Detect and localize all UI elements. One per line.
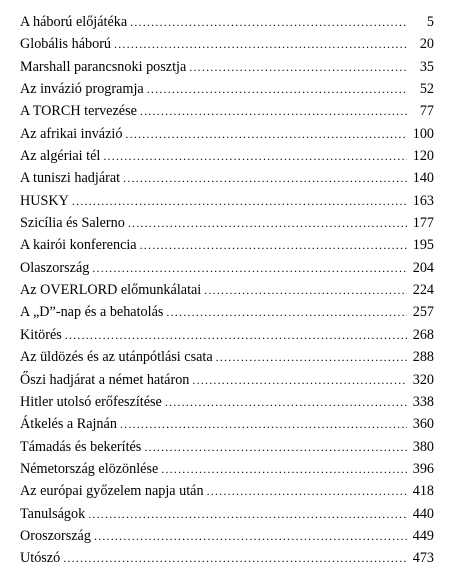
- toc-entry-page: 440: [412, 505, 434, 522]
- dot-leader: [72, 190, 407, 212]
- toc-entry-page: 35: [419, 58, 434, 75]
- toc-entry-page: 224: [412, 282, 434, 299]
- dot-leader: [165, 391, 407, 413]
- dot-leader: [216, 346, 407, 368]
- toc-entry-title: Hitler utolsó erőfeszítése: [20, 393, 162, 410]
- toc-entry-page: 100: [412, 125, 434, 142]
- toc-entry: [20, 234, 434, 256]
- toc-entry-page: 163: [412, 192, 434, 209]
- toc-entry-title: Az üldözés és az utánpótlási csata: [20, 349, 213, 366]
- toc-entry-title: Globális háború: [20, 36, 112, 53]
- dot-leader: [63, 547, 407, 569]
- toc-entry-title: Az európai győzelem napja után: [20, 483, 204, 500]
- toc-entry: [20, 458, 434, 480]
- toc-entry: [20, 33, 434, 55]
- dot-leader: [120, 413, 407, 435]
- toc-entry-page: 120: [412, 148, 434, 165]
- toc-entry-page: 195: [412, 237, 434, 254]
- toc-entry-page: 320: [412, 371, 434, 388]
- toc-entry: [20, 100, 434, 122]
- dot-leader: [92, 257, 407, 279]
- dot-leader: [130, 11, 407, 33]
- toc-entry-page: 288: [412, 349, 434, 366]
- toc-entry-page: 360: [412, 416, 434, 433]
- toc-entry-title: A háború előjátéka: [20, 14, 128, 30]
- toc-entry-title: Olaszország: [20, 259, 90, 276]
- toc-entry-title: Az OVERLORD előmunkálatai: [20, 282, 202, 299]
- dot-leader: [128, 212, 407, 234]
- dot-leader: [204, 279, 407, 301]
- toc-entry-page: 338: [412, 393, 434, 410]
- toc-entry: [20, 257, 434, 279]
- toc-entry-page: 268: [412, 326, 434, 343]
- toc-entry-title: HUSKY: [20, 192, 69, 209]
- toc-entry: [20, 279, 434, 301]
- dot-leader: [140, 100, 407, 122]
- toc-entry-title: A kairói konferencia: [20, 237, 137, 254]
- toc-entry-title: Őszi hadjárat a német határon: [20, 371, 190, 388]
- toc-entry-page: 140: [412, 170, 434, 187]
- dot-leader: [147, 78, 407, 100]
- toc-entry-title: Oroszország: [20, 527, 91, 544]
- toc-entry-title: Németország elözönlése: [20, 460, 159, 477]
- toc-entry: [20, 78, 434, 100]
- toc-entry-title: Tanulságok: [20, 505, 86, 522]
- toc-entry-page: 204: [412, 259, 434, 276]
- dot-leader: [166, 301, 407, 323]
- toc-entry: [20, 525, 434, 547]
- toc-entry-page: 396: [412, 460, 434, 477]
- toc-entry: [20, 547, 434, 569]
- toc-entry: [20, 324, 434, 346]
- toc-entry: [20, 480, 434, 502]
- toc-entry: [20, 413, 434, 435]
- toc-entry-title: Támadás és bekerítés: [20, 438, 142, 455]
- dot-leader: [125, 123, 407, 145]
- toc-entry-page: 418: [412, 483, 434, 500]
- toc-entry: [20, 301, 434, 323]
- dot-leader: [189, 56, 407, 78]
- toc-entry-page: 449: [412, 527, 434, 544]
- toc-entry: [20, 190, 434, 212]
- toc-entry-page: 5: [426, 14, 434, 30]
- dot-leader: [207, 480, 407, 502]
- toc-entry: [20, 167, 434, 189]
- toc-entry: [20, 56, 434, 78]
- toc-entry: [20, 11, 434, 33]
- toc-entry-title: Az algériai tél: [20, 148, 101, 165]
- toc-entry: [20, 346, 434, 368]
- toc-entry: [20, 503, 434, 525]
- table-of-contents: [20, 11, 434, 570]
- toc-entry-page: 20: [419, 36, 434, 53]
- dot-leader: [94, 525, 407, 547]
- toc-entry-page: 177: [412, 215, 434, 232]
- toc-entry: [20, 369, 434, 391]
- dot-leader: [88, 503, 407, 525]
- toc-entry-page: 380: [412, 438, 434, 455]
- dot-leader: [65, 324, 407, 346]
- toc-entry: [20, 145, 434, 167]
- toc-entry-title: Az afrikai invázió: [20, 125, 123, 142]
- toc-entry-title: Marshall parancsnoki posztja: [20, 58, 187, 75]
- toc-entry-title: Szicília és Salerno: [20, 215, 125, 232]
- toc-entry-title: Átkelés a Rajnán: [20, 416, 117, 433]
- toc-entry-title: A TORCH tervezése: [20, 103, 137, 120]
- toc-entry-page: 257: [412, 304, 434, 321]
- toc-entry: [20, 391, 434, 413]
- dot-leader: [161, 458, 407, 480]
- dot-leader: [140, 234, 407, 256]
- toc-entry-title: A tuniszi hadjárat: [20, 170, 121, 187]
- toc-entry: [20, 436, 434, 458]
- dot-leader: [192, 369, 407, 391]
- toc-entry-title: A „D”-nap és a behatolás: [20, 304, 164, 321]
- toc-entry-title: Az invázió programja: [20, 81, 144, 98]
- toc-entry: [20, 123, 434, 145]
- toc-entry-page: 52: [419, 81, 434, 98]
- dot-leader: [123, 167, 407, 189]
- dot-leader: [144, 436, 407, 458]
- dot-leader: [103, 145, 407, 167]
- toc-entry-title: Utószó: [20, 550, 61, 567]
- toc-entry-page: 473: [412, 550, 434, 567]
- toc-entry-page: 77: [419, 103, 434, 120]
- toc-entry-title: Kitörés: [20, 326, 62, 343]
- toc-entry: [20, 212, 434, 234]
- dot-leader: [114, 33, 407, 55]
